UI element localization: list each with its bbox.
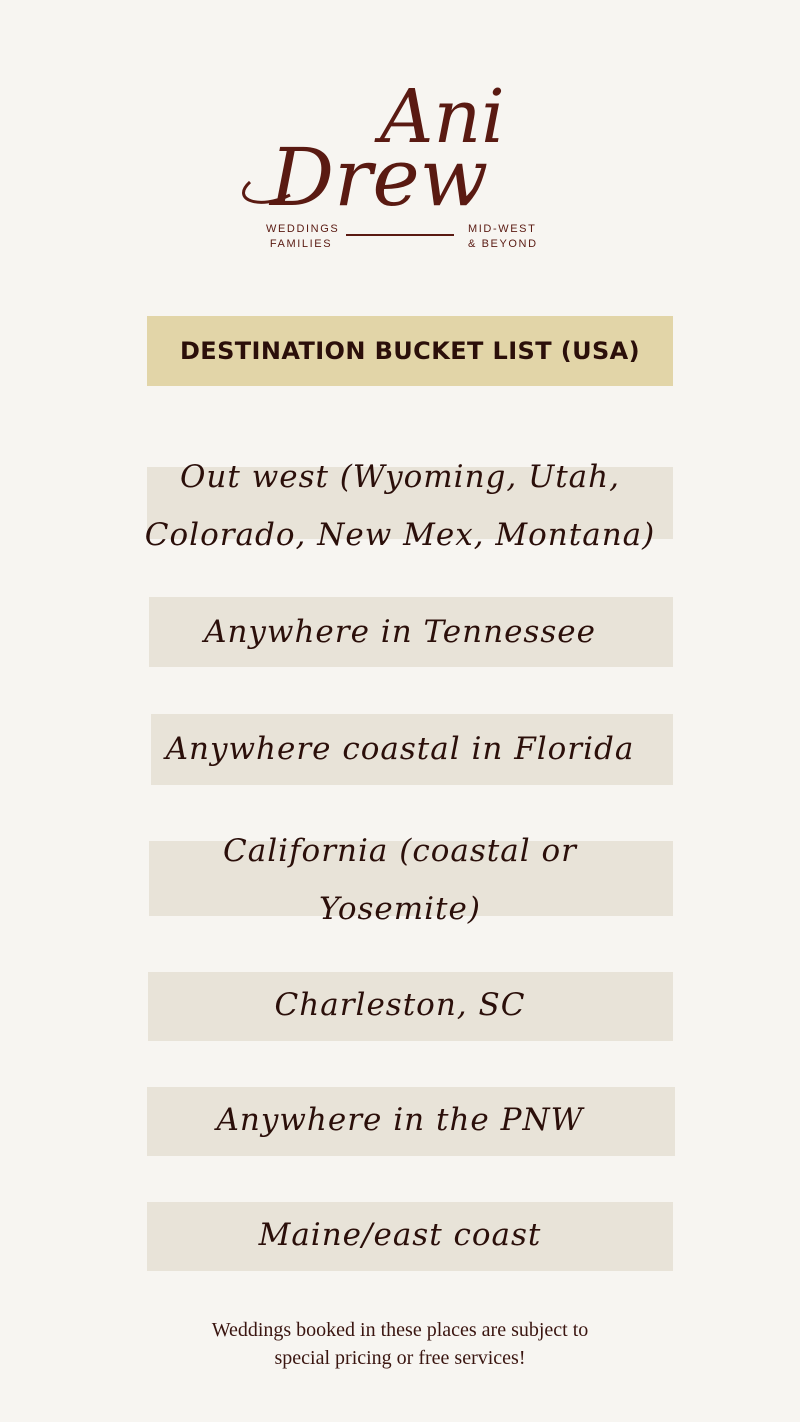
list-item-line: Charleston, SC: [274, 987, 526, 1023]
list-item-line: Anywhere in the PNW: [216, 1102, 584, 1138]
footer-line: Weddings booked in these places are subject to: [211, 1319, 589, 1341]
list-item-line: Out west (Wyoming, Utah,: [180, 459, 620, 495]
list-item-line: Maine/east coast: [258, 1217, 542, 1253]
logo-name-line2: Drew: [270, 131, 489, 220]
list-item: [0, 976, 800, 1034]
list-item: [0, 720, 800, 778]
list-item-line: Yosemite): [319, 891, 481, 927]
logo-script-graphic: [230, 70, 570, 220]
footer-note: [150, 1316, 650, 1372]
footer-line: special pricing or free services!: [274, 1347, 526, 1369]
logo-divider: [346, 234, 454, 236]
logo-tag-weddings: WEDDINGS: [266, 223, 340, 235]
logo-tag-beyond: & BEYOND: [468, 238, 538, 250]
brand-logo: [230, 70, 570, 260]
logo-tag-right: [468, 222, 558, 252]
title-banner: [147, 316, 673, 386]
page-title: DESTINATION BUCKET LIST (USA): [179, 337, 641, 365]
logo-tag-families: FAMILIES: [269, 238, 333, 250]
list-item-line: California (coastal or: [223, 833, 577, 869]
list-item: [0, 603, 800, 661]
logo-tag-left: [266, 222, 340, 252]
list-item: [0, 822, 800, 938]
logo-name-line1: Ani: [380, 74, 505, 160]
logo-tag-midwest: MID-WEST: [468, 223, 537, 235]
list-item: [0, 1091, 800, 1149]
list-item-line: Anywhere coastal in Florida: [165, 731, 635, 767]
list-item: [0, 448, 800, 564]
list-item-line: Colorado, New Mex, Montana): [144, 517, 656, 553]
list-item-line: Anywhere in Tennessee: [204, 614, 596, 650]
list-item: [0, 1206, 800, 1264]
